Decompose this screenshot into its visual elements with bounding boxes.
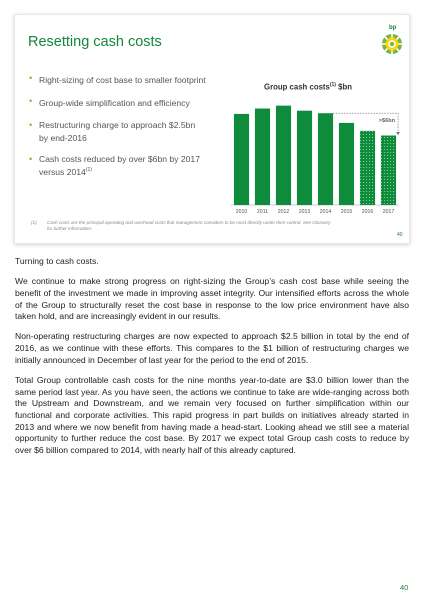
bar-2016 [360,131,375,205]
bar-2017 [381,136,396,205]
bullet-item: • Restructuring charge to approach $2.5bn by end-2016 [29,119,196,143]
chart-title: Group cash costs$^{(1)}$ $bn [264,82,353,92]
reduction-arrow-icon [396,132,400,135]
body-paragraph: Total Group controllable cash costs for the nine months year-to-date are $3.0 billion lower than the same period last year. As you have seen, the actions we continue to take are wide-ranging across both the Upstream and Downstream, and we remain very focused on further simplification within our functional and corporate activities. This rapid progress in part builds on initiatives already started in 2013 and where we now benefit from having made a head-start. Looking ahead we still see a material opportunity to further reduce the cost base. By 2017 we expect total Group cash costs to reduce by over $6 billion compared to 2014, with nearly half of this already captured. [15,374,409,456]
x-tick-label-2014: 2014 [319,209,332,215]
cash-costs-bar-chart [225,95,405,217]
transcript-body [15,256,409,465]
bar-2010 [234,114,249,205]
body-paragraph: We continue to make strong progress on right-sizing the Group’s cash cost base while seeing the benefit of the investment we made in improving asset integrity. Our intensified efforts across the whole of the Group to structurally reset the cost base in response to the low price environment have also taken hold, and are increasingly evident in our results. [15,276,409,322]
slide-number: 40 [397,232,403,238]
presentation-slide [14,14,410,244]
x-tick-label-2015: 2015 [340,209,353,215]
body-paragraph: Non-operating restructuring charges are now expected to approach $2.5 billion in total by the end of 2016, as we continue with these efforts. This compares to the $1 billion of restructuring charges we initially announced in December of last year for the period to the end of 2015. [15,331,409,365]
bullet-item: • Group-wide simplification and efficiency [29,96,190,109]
reduction-annotation: >$6bn [378,118,396,125]
x-tick-label-2016: 2016 [361,209,374,215]
bullet-dot-icon: • [29,96,33,107]
bar-2013 [297,111,312,205]
x-tick-label-2017: 2017 [382,209,395,215]
slide-title: Resetting cash costs [28,34,162,50]
helios-icon [381,33,403,55]
slide-bullet-list [28,73,206,188]
bar-2011 [255,109,270,205]
x-tick-label-2010: 2010 [235,209,248,215]
x-tick-label-2011: 2011 [256,209,269,215]
bp-logo [381,25,403,57]
x-tick-label-2012: 2012 [277,209,290,215]
x-tick-label-2013: 2013 [298,209,311,215]
page-number: 40 [400,583,409,592]
bar-2014 [318,113,333,205]
footnote [31,220,331,231]
footnote-text: Cash costs are the principal operating and overhead costs that management considers to be most directly under their control. See Glossary for further information. [47,220,331,231]
bullet-item: • Right-sizing of cost base to smaller footprint [29,73,206,85]
body-paragraph: Turning to cash costs. [15,256,99,266]
bar-2012 [276,106,291,205]
bp-logo-text: bp [389,25,397,31]
bullet-dot-icon: • [29,73,33,83]
bar-2015 [339,123,354,205]
bullet-dot-icon: • [29,153,33,164]
footnote-number: (1) [31,220,37,225]
bullet-item: • Cash costs reduced by over $6bn by 2017 versus 2014$^{(1)}$ [29,153,200,177]
bullet-dot-icon: • [29,119,33,130]
